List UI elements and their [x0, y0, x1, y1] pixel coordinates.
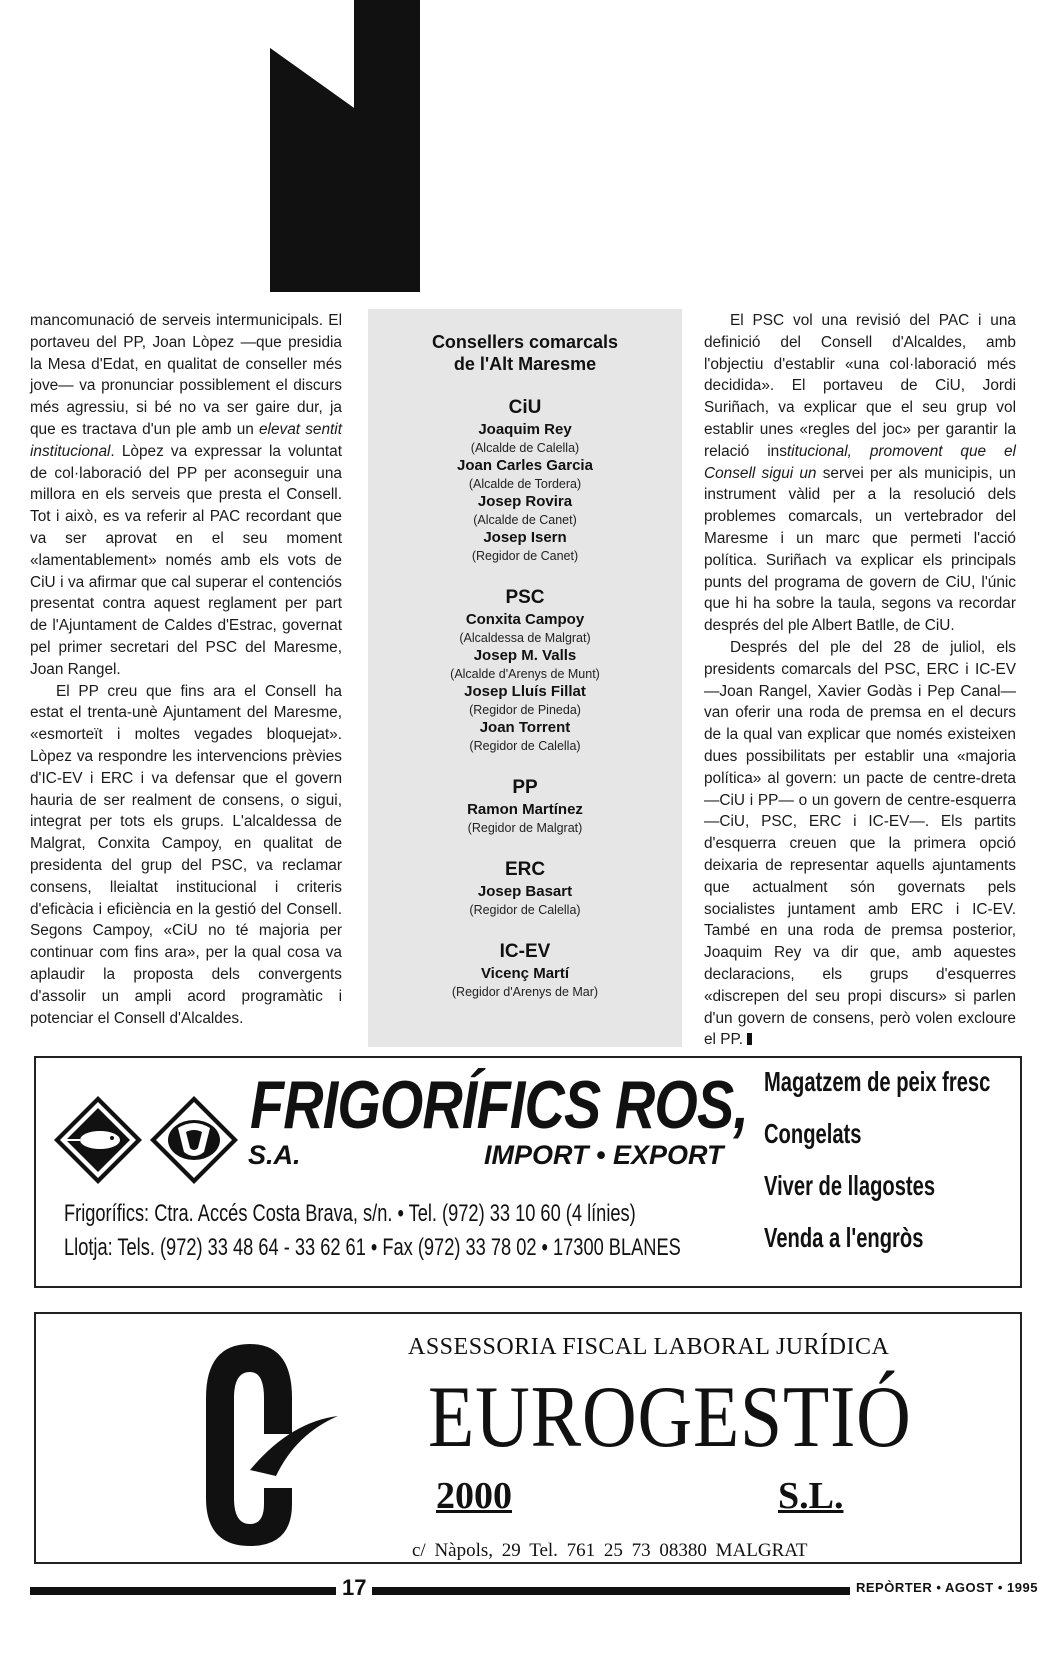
councillor-role: (Alcalde de Canet): [473, 513, 577, 527]
councillor-role: (Regidor de Pineda): [469, 703, 581, 717]
article-paragraph: El PSC vol una revisió del PAC i una definició del Consell d'Alcaldes, amb l'objectiu d'establir «una col·laboració més decidida». El portaveu de CiU, Jordi Suriñach, va explicar que el seu grup vol establir unes «regles del joc» per garantir la relació institucional, promovent que el Consell sigui un servei per als municipis, un instrument vàlid per a la resolució dels problemes comarcals, un vertebrador del Maresme i un marc que permeti l'acció política. Suriñach va explicar els principals punts del programa de govern de CiU, l'únic que hi ha sobre la taula, segons va recordar després del ple Albert Batlle, de CiU.: [704, 312, 1016, 635]
brand-name: FRIGORÍFICS ROS,: [250, 1067, 749, 1143]
page-number: 17: [342, 1575, 367, 1600]
councillor-name: Joan Torrent: [479, 719, 571, 736]
councillor-name: Josep Isern: [483, 529, 567, 546]
footer-rule-right: [372, 1587, 850, 1595]
councillor-role: (Alcalde d'Arenys de Munt): [450, 667, 600, 681]
party-group: [368, 857, 682, 919]
article-paragraph: El PP creu que fins ara el Consell ha estat el trenta-unè Ajuntament del Maresme, «esmorteït i moltes vegades bloquejat». Lòpez va respondre les intervencions prèvies d'IC-EV i ERC i va defensar que el govern hauria de ser realment de consens, o sigui, integrat per tots els grups. L'alcaldessa de Malgrat, Conxita Campoy, en qualitat de presidenta del grup del PSC, va reclamar consens, lleialtat institucional i criteris d'eficàcia i eficiència en la gestió del Consell. Segons Campoy, «CiU no té majoria per continuar com fins ara», per la qual cosa va aplaudir la proposta dels convergents d'assolir un ampli acord programàtic i potenciar el Consell d'Alcaldes.: [30, 682, 342, 1027]
company-suffix: S.L.: [778, 1475, 844, 1517]
company-address: c/ Nàpols, 29 Tel. 761 25 73 08380 MALGRAT: [412, 1540, 808, 1561]
party-group: [368, 395, 682, 565]
councillor-name: Josep M. Valls: [473, 647, 577, 664]
company-name: EUROGESTIÓ: [428, 1369, 912, 1466]
councillor-role: (Regidor de Calella): [469, 739, 581, 753]
party-name: CiU: [508, 397, 542, 418]
service-item: Congelats: [764, 1118, 862, 1149]
councillor-name: Conxita Campoy: [465, 611, 585, 628]
councillor-role: (Alcaldessa de Malgrat): [459, 631, 591, 645]
publication-info: REPÒRTER • AGOST • 1995: [856, 1580, 1038, 1595]
article-left-column: [30, 310, 342, 1029]
fish-diamond-logo-icon: [54, 1088, 246, 1192]
councillor-name: Josep Rovira: [477, 493, 573, 510]
brand-company-type: S.A.: [248, 1140, 301, 1170]
ad-frigorifics-ros: [34, 1056, 1022, 1288]
ad-tagline: ASSESSORIA FISCAL LABORAL JURÍDICA: [408, 1334, 890, 1360]
company-number: 2000: [436, 1475, 512, 1517]
councillor-name: Vicenç Martí: [480, 965, 570, 982]
party-name: ERC: [504, 859, 546, 880]
councillor-role: (Regidor de Canet): [471, 549, 579, 563]
article-right-column: [704, 310, 1016, 1051]
magazine-section-logo: [270, 0, 420, 292]
article-paragraph: Després del ple del 28 de juliol, els presidents comarcals del PSC, ERC i IC-EV —Joan Rangel, Xavier Godàs i Pep Canal— van oferir una roda de premsa en el decurs de la qual van explicar que només existeixen dues possibilitats per establir una «majoria política» al govern: un pacte de centre-dreta —CiU i PP— o un govern de centre-esquerra —CiU, PSC, ERC i IC-EV—. Els partits d'esquerra creuen que la primera opció deixaria de representar aquells ajuntaments que actualment són governats pels socialistes juntament amb ERC i IC-EV. També en una roda de premsa posterior, Joaquim Rey va dir que, amb aquestes declaracions, els grups d'esquerres «discrepen del seu propi discurs» si parlen d'un govern de consens, però volen excloure el PP.: [704, 638, 1016, 1049]
sidebar-title: Consellers comarcals de l'Alt Maresme: [431, 332, 619, 374]
councillor-name: Josep Basart: [477, 883, 573, 900]
councillor-role: (Regidor de Malgrat): [467, 821, 583, 835]
councillors-sidebar: [368, 309, 682, 1047]
brand-tagline: IMPORT • EXPORT: [484, 1140, 724, 1170]
party-group: [368, 939, 682, 1001]
end-mark-icon: [747, 1033, 752, 1045]
party-name: PSC: [505, 587, 545, 608]
party-name: PP: [512, 777, 538, 798]
article-paragraph: mancomunació de serveis intermunicipals. El portaveu del PP, Joan Lòpez —que presidia la Mesa d'Edat, en qualitat de conseller més jove— va pronunciar possiblement el discurs més agressiu, si bé no va ser gaire dur, ja que es tractava d'un ple amb un elevat sentit institucional. Lòpez va expressar la voluntat de col·laboració del PP per aconseguir una millora en els serveis que presta el Consell. Tot i això, es va referir al PAC recordant que va ser aprovat en el seu moment «lamentablement» només amb els vots de CiU i va afirmar que cal superar el contenciós presentat contra aquest reglament per part de l'Ajuntament de Caldes d'Estrac, governat pel primer secretari del PSC del Maresme, Joan Rangel.: [30, 312, 342, 678]
service-item: Magatzem de peix fresc: [764, 1066, 991, 1097]
councillor-role: (Alcalde de Tordera): [468, 477, 582, 491]
councillor-role: (Regidor d'Arenys de Mar): [451, 985, 599, 999]
party-group: [368, 775, 682, 837]
address-line: Llotja: Tels. (972) 33 48 64 - 33 62 61 • Fax (972) 33 78 02 • 17300 BLANES: [64, 1234, 681, 1261]
address-line: Frigorífics: Ctra. Accés Costa Brava, s/n. • Tel. (972) 33 10 60 (4 línies): [64, 1200, 636, 1227]
g-logo-icon: [200, 1338, 340, 1552]
councillor-name: Joan Carles Garcia: [457, 457, 593, 474]
ad-eurogestio: [34, 1312, 1022, 1564]
party-name: IC-EV: [499, 941, 551, 962]
councillor-role: (Alcalde de Calella): [470, 441, 580, 455]
service-item: Viver de llagostes: [764, 1170, 936, 1201]
service-item: Venda a l'engròs: [764, 1222, 924, 1253]
councillor-name: Joaquim Rey: [478, 421, 572, 438]
councillor-name: Ramon Martínez: [467, 801, 583, 818]
party-group: [368, 585, 682, 755]
councillor-role: (Regidor de Calella): [469, 903, 581, 917]
footer-rule-left: [30, 1587, 336, 1595]
councillor-name: Josep Lluís Fillat: [464, 683, 586, 700]
